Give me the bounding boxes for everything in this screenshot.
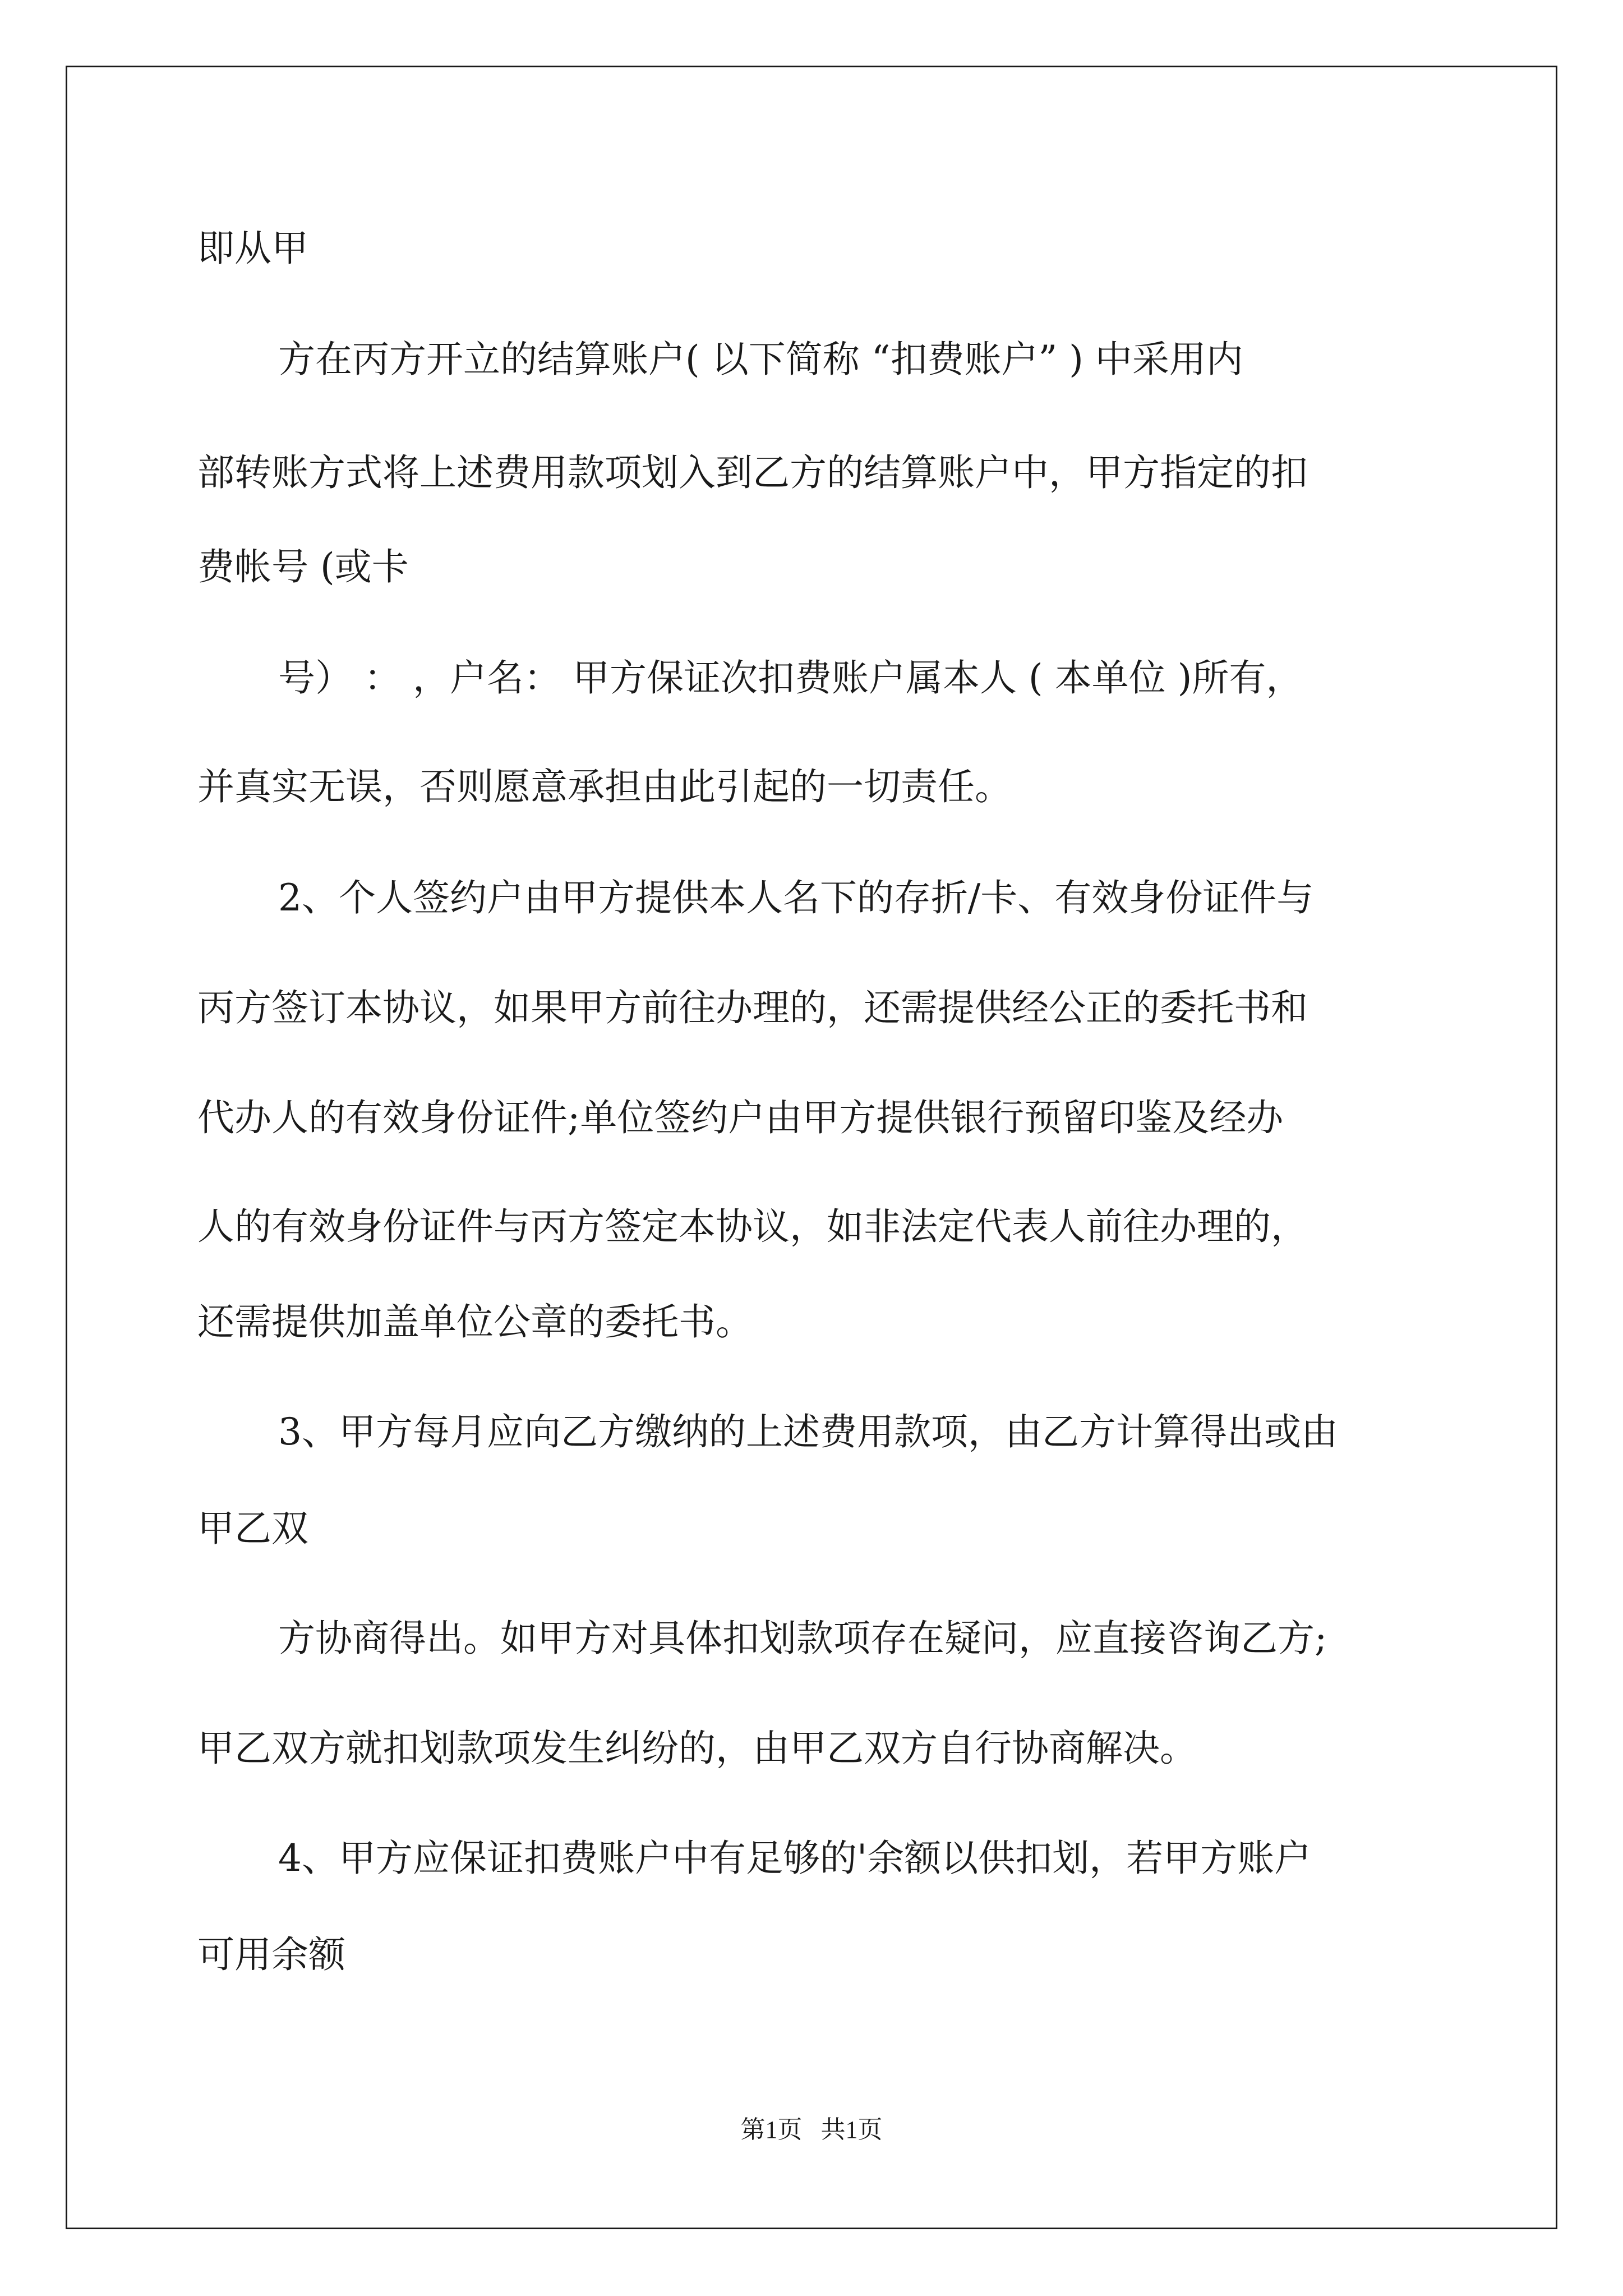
text-line: 代办人的有效身份证件;单位签约户由甲方提供银行预留印鉴及经办 <box>197 1096 1284 1139</box>
text-line: 方在丙方开立的结算账户( 以下简称 “扣费账户” ) 中采用内 <box>278 338 1243 381</box>
text-line: 部转账方式将上述费用款项划入到乙方的结算账户中，甲方指定的扣 <box>197 451 1308 494</box>
text-line: 费帐号 (或卡 <box>197 545 409 588</box>
text-line: 可用余额 <box>197 1933 345 1976</box>
text-line: 人的有效身份证件与丙方签定本协议，如非法定代表人前往办理的， <box>197 1205 1308 1248</box>
text-line: 号） ： ，户名： 甲方保证次扣费账户属本人 ( 本单位 )所有， <box>278 656 1303 700</box>
text-line: 2、个人签约户由甲方提供本人名下的存折/卡、有效身份证件与 <box>278 876 1314 919</box>
text-line: 甲乙双方就扣划款项发生纠纷的，由甲乙双方自行协商解决。 <box>197 1727 1197 1770</box>
text-line: 丙方签订本协议，如果甲方前往办理的，还需提供经公正的委托书和 <box>197 986 1308 1029</box>
text-line: 方协商得出。如甲方对具体扣划款项存在疑问，应直接咨询乙方; <box>278 1617 1327 1660</box>
text-line: 4、甲方应保证扣费账户中有足够的'余额以供扣划，若甲方账户 <box>278 1837 1312 1880</box>
page-number: 第1页 共1页 <box>740 2116 883 2143</box>
text-line: 并真实无误，否则愿意承担由此引起的一切责任。 <box>197 765 1012 808</box>
text-line: 即从甲 <box>197 227 308 270</box>
text-line: 甲乙双 <box>197 1507 308 1550</box>
text-line: 还需提供加盖单位公章的委托书。 <box>197 1300 753 1343</box>
page-border <box>66 66 1557 2229</box>
text-line: 3、甲方每月应向乙方缴纳的上述费用款项，由乙方计算得出或由 <box>278 1410 1338 1453</box>
